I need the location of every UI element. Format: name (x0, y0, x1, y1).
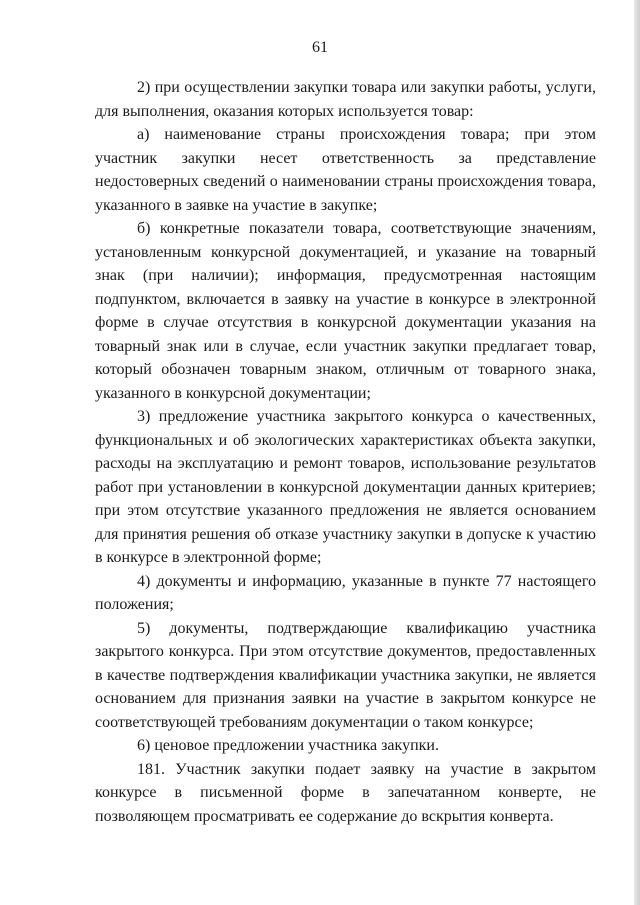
paragraph-subitem-b: б) конкретные показатели товара, соответствующие значениям, установленным конкурсной документацией, и указание на товарный знак (при наличии); информация, предусмотренная настоящим подпунктом, включается в заявку на участие в конкурсе в электронной форме в случае отсутствия в конкурсной документации указания на товарный знак или в случае, если участник закупки предлагает товар, который обозначен товарным знаком, отличным от товарного знака, указанного в конкурсной документации; (95, 220, 596, 402)
paragraph-item-2: 2) при осуществлении закупки товара или закупки работы, услуги, для выполнения, оказания которых используется товар: (95, 79, 596, 120)
paragraph-item-6: 6) ценовое предложении участника закупки. (137, 737, 439, 754)
scan-edge-shadow (634, 0, 640, 905)
paragraph-subitem-a: а) наименование страны происхождения товара; при этом участник закупки несет ответственность за представление недостоверных сведений о наименовании страны происхождения товара, указанного в заявке на участие в закупке; (95, 126, 596, 214)
document-body (95, 76, 596, 828)
paragraph-clause-181: 181. Участник закупки подает заявку на участие в закрытом конкурсе в письменной форме в запечатанном конверте, не позволяющем просматривать ее содержание до вскрытия конверта. (95, 760, 596, 825)
paragraph-item-4: 4) документы и информацию, указанные в пункте 77 настоящего положения; (95, 572, 596, 613)
paragraph-item-3: 3) предложение участника закрытого конкурса о качественных, функциональных и об экологических характеристиках объекта закупки, расходы на эксплуатацию и ремонт товаров, использование результатов работ при установлении в конкурсной документации данных критериев; при этом отсутствие указанного предложения не является основанием для принятия решения об отказе участнику закупки в допуске к участию в конкурсе в электронной форме; (95, 408, 596, 566)
paragraph-item-5: 5) документы, подтверждающие квалификацию участника закрытого конкурса. При этом отсутствие документов, предоставленных в качестве подтверждения квалификации участника закупки, не является основанием для признания заявки на участие в закрытом конкурсе не соответствующей требованиям документации о таком конкурсе; (95, 619, 596, 731)
page-number: 61 (312, 39, 328, 56)
